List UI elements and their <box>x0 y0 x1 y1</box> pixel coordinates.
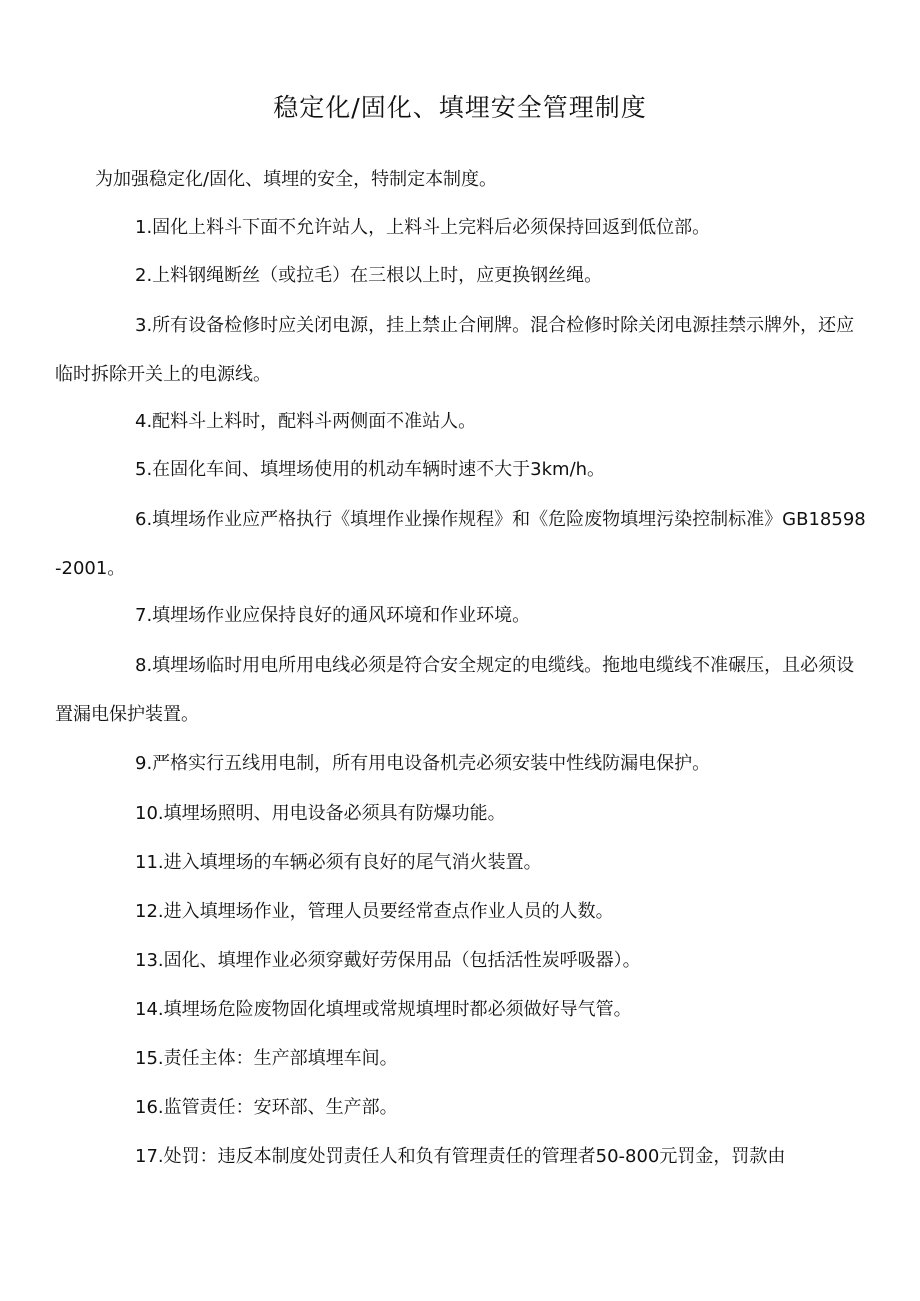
rule-item <box>55 790 870 839</box>
rule-text: .上料钢绳断丝（或拉毛）在三根以上时，应更换钢丝绳。 <box>146 265 603 286</box>
rule-item <box>55 252 870 301</box>
rule-text: .填埋场作业应保持良好的通风环境和作业环境。 <box>146 605 531 626</box>
rule-number: 14 <box>135 999 158 1020</box>
rule-item <box>55 1035 870 1084</box>
intro-paragraph: 为加强稳定化/固化、填埋的安全，特制定本制度。 <box>95 169 498 190</box>
rule-text: .在固化车间、填埋场使用的机动车辆时速不大于3km∕h。 <box>146 459 606 480</box>
rule-number: 4 <box>135 411 147 432</box>
rule-text: .进入填埋场的车辆必须有良好的尾气消火装置。 <box>157 852 542 873</box>
rule-text: .配料斗上料时，配料斗两侧面不准站人。 <box>146 411 477 432</box>
rule-number: 12 <box>135 901 158 922</box>
rule-number: 13 <box>135 950 158 971</box>
rule-text: .填埋场危险废物固化填埋或常规填埋时都必须做好导气管。 <box>157 999 632 1020</box>
rule-text: .监管责任：安环部、生产部。 <box>157 1097 398 1118</box>
rule-item <box>55 986 870 1035</box>
rule-number: 6 <box>135 509 147 530</box>
rule-item <box>55 496 870 593</box>
rule-number: 2 <box>135 265 147 286</box>
rule-number: 17 <box>135 1146 158 1167</box>
rule-text: .进入填埋场作业，管理人员要经常查点作业人员的人数。 <box>157 901 614 922</box>
rule-number: 11 <box>135 852 158 873</box>
rule-text: .固化上料斗下面不允许站人，上料斗上完料后必须保持回返到低位部。 <box>146 217 711 238</box>
rule-item <box>55 740 870 789</box>
rule-number: 9 <box>135 753 147 774</box>
rule-number: 5 <box>135 459 147 480</box>
rule-text: .所有设备检修时应关闭电源，挂上禁止合闸牌。混合检修时除关闭电源挂禁示牌外，还应临时拆除开关上的电源线。 <box>55 315 855 385</box>
rule-item <box>55 398 870 447</box>
rule-number: 7 <box>135 605 147 626</box>
rule-text: .填埋场临时用电所用电线必须是符合安全规定的电缆线。拖地电缆线不准碾压，且必须设置漏电保护装置。 <box>55 655 855 725</box>
rule-number: 1 <box>135 217 147 238</box>
rule-number: 8 <box>135 655 147 676</box>
rule-item <box>55 642 870 739</box>
rule-text: .固化、填埋作业必须穿戴好劳保用品（包括活性炭呼吸器）。 <box>157 950 641 971</box>
rule-number: 10 <box>135 803 158 824</box>
rule-item <box>55 1084 870 1133</box>
rule-item <box>55 302 870 399</box>
rule-item <box>55 937 870 986</box>
rule-item <box>55 204 870 253</box>
rule-item <box>55 888 870 937</box>
rule-number: 16 <box>135 1097 158 1118</box>
rule-item <box>55 1133 870 1182</box>
rule-text: .处罚：违反本制度处罚责任人和负有管理责任的管理者50-800元罚金，罚款由 <box>157 1146 786 1167</box>
rule-text: .责任主体：生产部填埋车间。 <box>157 1048 398 1069</box>
rule-text: .严格实行五线用电制，所有用电设备机壳必须安装中性线防漏电保护。 <box>146 753 711 774</box>
rule-item <box>55 839 870 888</box>
document-title: 稳定化/固化、填埋安全管理制度 <box>273 93 647 122</box>
rule-text: .填埋场照明、用电设备必须具有防爆功能。 <box>157 803 506 824</box>
rule-item <box>55 446 870 495</box>
rule-item <box>55 592 870 641</box>
rule-number: 15 <box>135 1048 158 1069</box>
rule-number: 3 <box>135 315 147 336</box>
rule-text: .填埋场作业应严格执行《填埋作业操作规程》和《危险废物填埋污染控制标准》GB18598-2001。 <box>55 509 866 579</box>
